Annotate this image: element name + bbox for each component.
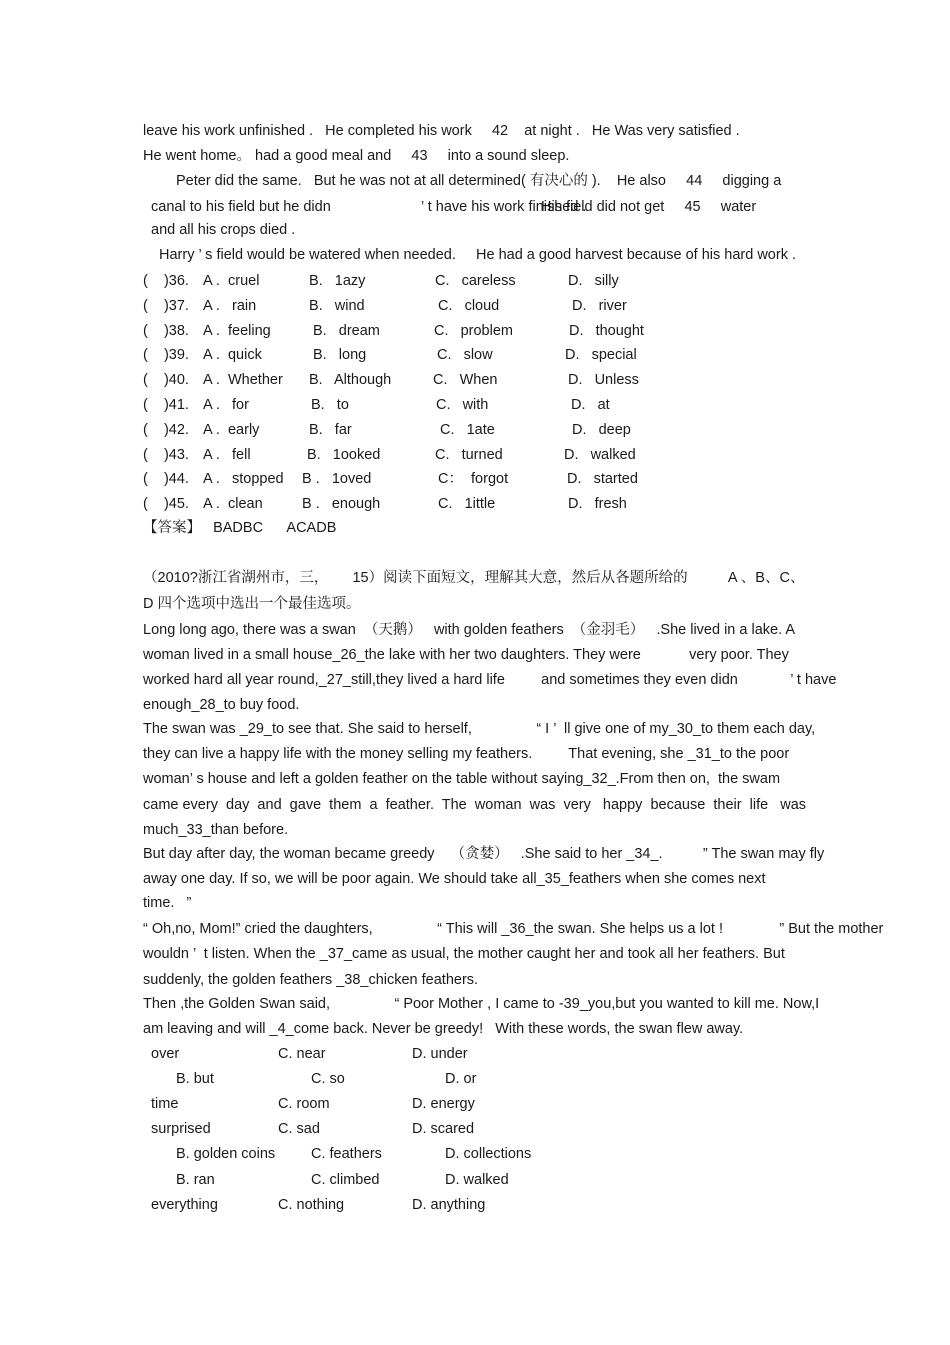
choice-b: C. climbed [311, 1171, 380, 1188]
choice-c: D. or [445, 1071, 477, 1088]
section2-intro-line-1: （2010?浙江省湖州市，三， 15）阅读下面短文，理解其大意，然后从各题所给的 A 、B、C、 [143, 570, 805, 586]
question-number: ( )38. [143, 322, 189, 339]
question-option-c: C. cloud [438, 297, 500, 314]
story-line-16: Then ,the Golden Swan said, “ Poor Mother , I came to -39_you,but you wanted to kill me. Now,I [143, 996, 820, 1012]
question-option-d: D. silly [568, 273, 619, 289]
choice-a: everything [151, 1196, 218, 1213]
passage1-line-4b: ’ t have his work finished . [421, 199, 587, 215]
question-option-d: D. walked [564, 446, 636, 463]
choice-a: over [151, 1046, 180, 1062]
choice-a: surprised [151, 1121, 211, 1138]
passage1-line-3: Peter did the same. But he was not at all determined( 有决心的 ). He also 44 digging a [176, 173, 782, 189]
answer-key: 【答案】 BADBC ACADB [143, 520, 337, 536]
question-option-c: C. turned [435, 446, 503, 463]
question-option-d: D. river [572, 297, 627, 314]
question-option-b: B. 1azy [309, 273, 366, 289]
question-number: ( )37. [143, 297, 189, 314]
passage1-line-6a: Harry ’ s field would be watered when needed. [159, 247, 456, 263]
question-option-a: A . stopped [203, 471, 284, 488]
question-option-b: B. far [309, 421, 352, 438]
story-line-9: much_33_than before. [143, 822, 289, 838]
question-option-c: C. 1ate [440, 421, 495, 438]
passage1-line-5: and all his crops died . [151, 222, 296, 238]
question-option-d: D. deep [572, 421, 631, 438]
choice-a: B. ran [176, 1171, 215, 1188]
question-number: ( )44. [143, 471, 189, 488]
question-option-b: B. Although [309, 372, 392, 389]
story-line-5: The swan was _29_to see that. She said to herself, “ I ’ ll give one of my_30_to them each day, [143, 721, 816, 737]
question-option-b: B. dream [313, 322, 380, 339]
question-option-c: C： forgot [438, 471, 509, 488]
choice-c: D. energy [412, 1096, 475, 1113]
question-option-a: A . clean [203, 496, 263, 513]
story-line-14: wouldn ’ t listen. When the _37_came as usual, the mother caught her and took all her feathers. But [143, 946, 785, 962]
question-option-b: B . enough [302, 496, 381, 513]
question-option-d: D. started [567, 471, 638, 488]
story-line-4: enough_28_to buy food. [143, 697, 300, 713]
question-option-d: D. at [571, 397, 610, 413]
choice-c: D. anything [412, 1196, 486, 1213]
question-option-a: A . early [203, 421, 260, 438]
question-option-d: D. special [565, 347, 637, 364]
choice-c: D. under [412, 1046, 468, 1062]
passage1-line-6b: He had a good harvest because of his hard work . [476, 247, 796, 263]
question-option-a: A . quick [203, 347, 262, 364]
question-option-a: A . feeling [203, 322, 271, 339]
question-option-a: A . Whether [203, 372, 283, 389]
story-line-15: suddenly, the golden feathers _38_chicken feathers. [143, 972, 479, 988]
story-line-3: worked hard all year round,_27_still,they lived a hard life and sometimes they even didn ’ t have [143, 672, 837, 688]
question-number: ( )41. [143, 397, 189, 413]
story-line-12: time. ” [143, 895, 192, 911]
question-option-b: B. wind [309, 297, 365, 314]
passage1-line-1: leave his work unfinished . He completed his work 42 at night . He Was very satisfied . [143, 123, 740, 139]
choice-b: C. near [278, 1046, 326, 1062]
passage1-line-4c: His field did not get 45 water [541, 199, 757, 215]
passage1-line-4a: canal to his field but he didn [151, 199, 331, 215]
story-line-8: came every day and gave them a feather. The woman was very happy because their life was [143, 797, 807, 813]
question-number: ( )42. [143, 421, 189, 438]
question-option-b: B. to [311, 397, 349, 413]
choice-b: C. nothing [278, 1196, 345, 1213]
story-line-6: they can live a happy life with the money selling my feathers. That evening, she _31_to the poor [143, 746, 790, 762]
choice-b: C. sad [278, 1121, 320, 1138]
question-number: ( )36. [143, 273, 189, 289]
story-line-11: away one day. If so, we will be poor again. We should take all_35_feathers when she comes next [143, 871, 766, 887]
question-option-c: C. slow [437, 347, 493, 364]
question-option-c: C. When [433, 372, 498, 389]
question-option-a: A . for [203, 397, 249, 413]
choice-a: B. golden coins [176, 1146, 276, 1163]
question-option-c: C. careless [435, 273, 516, 289]
question-option-b: B. 1ooked [307, 446, 381, 463]
choice-b: C. room [278, 1096, 330, 1113]
question-option-b: B . 1oved [302, 471, 372, 488]
story-line-1: Long long ago, there was a swan （天鹅） with golden feathers （金羽毛） .She lived in a lake. A [143, 622, 796, 638]
question-option-d: D. thought [569, 322, 644, 339]
question-number: ( )39. [143, 347, 189, 364]
question-number: ( )40. [143, 372, 189, 389]
choice-a: time [151, 1096, 179, 1113]
passage1-line-2: He went home。 had a good meal and 43 into a sound sleep. [143, 148, 570, 164]
choice-b: C. so [311, 1071, 345, 1088]
question-option-d: D. Unless [568, 372, 639, 389]
choice-c: D. collections [445, 1146, 532, 1163]
story-line-10: But day after day, the woman became greedy （贪婪） .She said to her _34_. ” The swan may fly [143, 846, 825, 862]
question-option-a: A . fell [203, 446, 251, 463]
question-number: ( )43. [143, 446, 189, 463]
question-option-c: C. with [436, 397, 489, 413]
section2-intro-line-2: D 四个选项中选出一个最佳选项。 [143, 596, 361, 612]
story-line-2: woman lived in a small house_26_the lake with her two daughters. They were very poor. They [143, 647, 789, 663]
question-option-b: B. long [313, 347, 367, 364]
question-option-c: C. 1ittle [438, 496, 496, 513]
question-number: ( )45. [143, 496, 189, 513]
question-option-d: D. fresh [568, 496, 627, 513]
question-option-a: A . cruel [203, 273, 260, 289]
question-option-c: C. problem [434, 322, 513, 339]
choice-b: C. feathers [311, 1146, 382, 1163]
story-line-7: woman’ s house and left a golden feather on the table without saying_32_.From then on, the swam [143, 771, 781, 787]
question-option-a: A . rain [203, 297, 257, 314]
choice-c: D. scared [412, 1121, 475, 1138]
story-line-13: “ Oh,no, Mom!” cried the daughters, “ This will _36_the swan. She helps us a lot ! ” But the mother [143, 921, 884, 937]
story-line-17: am leaving and will _4_come back. Never be greedy! With these words, the swan flew away. [143, 1021, 744, 1037]
choice-c: D. walked [445, 1171, 509, 1188]
choice-a: B. but [176, 1071, 214, 1088]
